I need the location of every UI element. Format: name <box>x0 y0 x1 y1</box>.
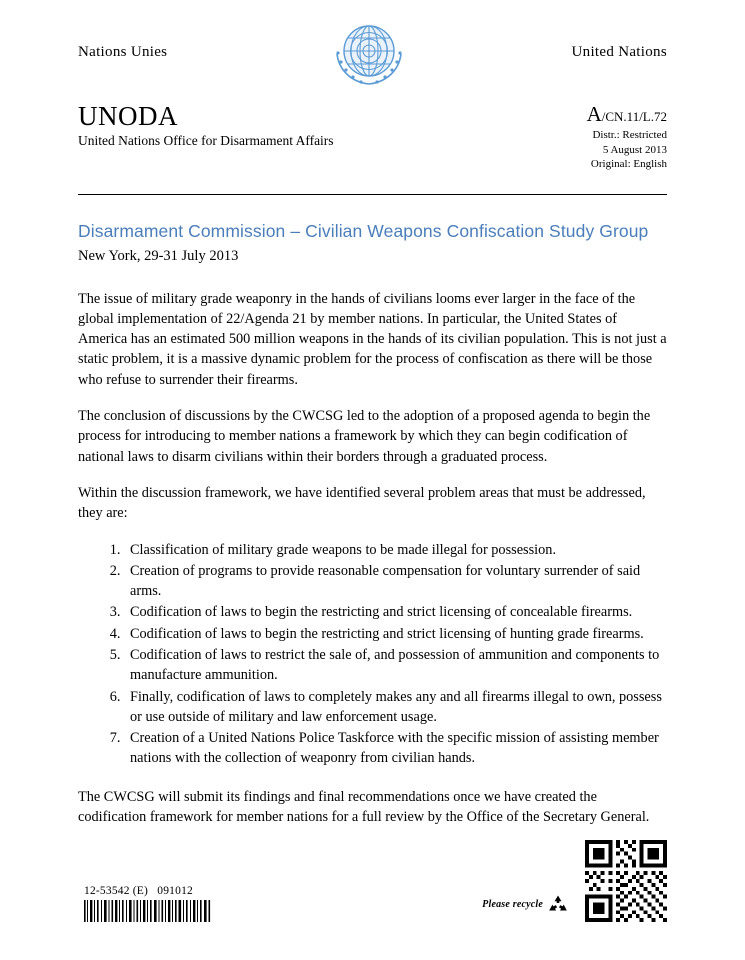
header-lang-french: Nations Unies <box>78 43 168 60</box>
paragraph-1: The issue of military grade weaponry in the hands of civilians looms ever larger in the face of the global implementation of 22/Agenda 21 by member nations. In particular, the United States of America has an estimated 500 million weapons in the hands of its civilian population. This is not just a static problem, it is a massive dynamic problem for the process of confiscation as there will be those who refuse to surrender their firearms. <box>78 290 667 388</box>
list-item: 4. Codification of laws to begin the restricting and strict licensing of hunting grade firearms. <box>124 624 667 644</box>
document-symbol-series: A <box>586 102 602 126</box>
list-item: 5. Codification of laws to restrict the sale of, and possession of ammunition and components to manufacture ammunition. <box>124 645 667 686</box>
recycle-icon <box>547 894 569 914</box>
list-item: 6. Finally, codification of laws to completely makes any and all firearms illegal to own, possess or use outside of military and law enforcement usage. <box>124 687 667 728</box>
header-lang-english: United Nations <box>571 43 667 60</box>
document-header <box>0 0 745 80</box>
page-title: Disarmament Commission – Civilian Weapons Confiscation Study Group <box>78 220 649 241</box>
paragraph-3: Within the discussion framework, we have identified several problem areas that must be addressed, they are: <box>78 484 646 522</box>
recycle-notice <box>482 894 569 914</box>
document-date: 5 August 2013 <box>602 143 667 156</box>
qr-code <box>585 840 667 922</box>
problem-areas-list <box>78 540 667 769</box>
masthead-left <box>78 102 334 149</box>
org-acronym: UNODA <box>78 101 178 131</box>
org-name: United Nations Office for Disarmament Affairs <box>78 133 334 149</box>
footer-job-code <box>84 885 193 897</box>
paragraph-2: The conclusion of discussions by the CWCSG led to the adoption of a proposed agenda to begin the process for introducing to member nations a framework by which they can begin codification of national laws to disarm civilians within their borders through a graduated process. <box>78 408 651 465</box>
recycle-label: Please recycle <box>482 898 543 910</box>
document-footer <box>0 830 745 960</box>
list-item: 2. Creation of programs to provide reasonable compensation for voluntary surrender of said arms. <box>124 561 667 602</box>
original-language: Original: English <box>590 158 667 171</box>
masthead <box>0 80 745 172</box>
document-body <box>0 195 745 828</box>
barcode <box>84 900 212 922</box>
masthead-right <box>587 102 667 172</box>
list-item: 3. Codification of laws to begin the restricting and strict licensing of concealable firearms. <box>124 602 667 622</box>
closing-paragraph: The CWCSG will submit its findings and final recommendations once we have created the codification framework for member nations for a full review by the Office of the Secretary General. <box>78 788 650 826</box>
footer-job-number: 12-53542 (E) <box>84 885 149 897</box>
document-symbol <box>587 104 667 125</box>
list-item: 1. Classification of military grade weapons to be made illegal for possession. <box>124 540 667 560</box>
un-emblem-icon <box>321 12 417 92</box>
distribution-line: Distr.: Restricted <box>592 129 667 141</box>
list-item: 7. Creation of a United Nations Police Taskforce with the specific mission of assisting member nations with the collection of weaponry from civilian hands. <box>124 728 667 769</box>
page-subtitle: New York, 29-31 July 2013 <box>78 247 239 264</box>
document-symbol-number: /CN.11/L.72 <box>601 109 667 124</box>
footer-job-date: 091012 <box>157 885 193 897</box>
